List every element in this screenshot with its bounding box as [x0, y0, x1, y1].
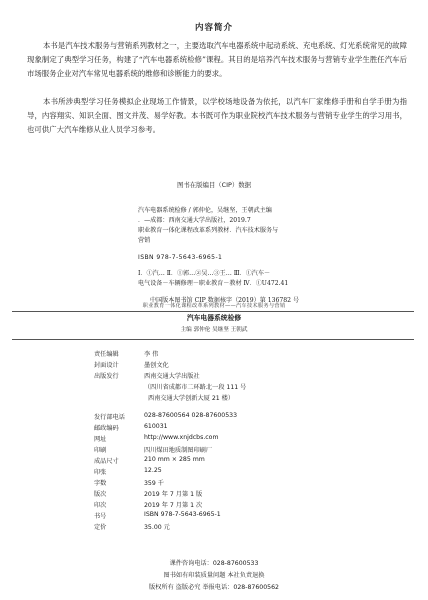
footer-line-3: 版权所有 盗版必究 举报电话：028-87600562: [149, 584, 279, 591]
info-label: 出版发行: [94, 373, 119, 380]
cip-block-2: [138, 269, 313, 289]
cip-isbn: ISBN 978-7-5643-6965-1: [138, 254, 223, 261]
publisher-name: 西南交通大学出版社: [144, 373, 200, 380]
info-value: 四川煤田地质制图印刷厂: [144, 447, 213, 454]
colophon-series: 职业教育一体化课程改革系列教材——汽车技术服务与营销: [142, 303, 286, 309]
publisher-address: 西南交通大学创新大厦 21 楼）: [148, 395, 235, 402]
info-value: 210 mm × 285 mm: [144, 456, 205, 463]
cip-line: 职业教育一体化课程改革系列教材．汽车技术服务与: [138, 227, 279, 234]
info-label: 书号: [94, 513, 107, 520]
info-label: 责任编辑: [94, 351, 119, 358]
info-value: [144, 371, 394, 402]
cip-title: 图书在版编目（CIP）数据: [176, 181, 252, 189]
info-label: 封面设计: [94, 362, 119, 369]
colophon-book-title: 汽车电器系统检修: [186, 314, 242, 322]
intro-title: 内容简介: [194, 23, 233, 33]
publisher-address: （四川省成都市二环路北一段 111 号: [144, 384, 247, 391]
info-value: 12.25: [144, 467, 162, 474]
info-value: 359 千: [144, 480, 164, 487]
cip-line: 营销: [138, 237, 151, 244]
info-label: 网址: [94, 436, 107, 443]
cip-block-1: [138, 206, 313, 246]
info-value: http://www.xnjdcbs.com: [144, 434, 219, 441]
info-label: 定价: [94, 524, 107, 531]
info-value: ISBN 978-7-5643-6965-1: [144, 511, 221, 518]
cip-line: ．—成都：西南交通大学出版社，2019.7: [138, 217, 251, 224]
info-label: 成品尺寸: [94, 458, 119, 465]
info-value: 610031: [144, 423, 168, 430]
info-value: 2019 年 7 月第 1 版: [144, 491, 203, 498]
info-label: 版次: [94, 491, 107, 498]
info-value: 028-87600564 028-87600533: [144, 412, 238, 419]
cip-data-number: 中国版本图书馆 CIP 数据核字（2019）第 136782 号: [150, 297, 300, 304]
info-value: 墨创文化: [144, 362, 169, 369]
divider: [12, 339, 414, 340]
info-value: 35.00 元: [144, 524, 170, 531]
info-label: 印次: [94, 502, 107, 509]
info-label: 字数: [94, 480, 107, 487]
info-label: 印张: [94, 469, 107, 476]
footer-line-1: 课件咨询电话：028-87600533: [169, 560, 259, 567]
info-label: 发行部电话: [94, 414, 125, 421]
info-value: 李 伟: [144, 351, 159, 358]
cip-line: 汽车电器系统检修 / 郭仲伦，吴继坚，王朝武主编: [138, 207, 272, 214]
cip-line: Ⅰ．①汽… Ⅱ．①郭…②吴…③王… Ⅲ．①汽车－: [138, 270, 271, 277]
intro-paragraph-2: 本书所涉典型学习任务模拟企业现场工作情景，以学校场地设备为依托，以汽车厂家维修手册和自学手册为指导，内容翔实、知识全面、图文并茂、易学好教。本书既可作为职业院校汽车技术服务与营销专业学生的学习用书，也可供广大汽车维修从业人员学习参考。: [27, 97, 407, 134]
info-label: 邮政编码: [94, 425, 119, 432]
footer-line-2: 图书如有印装质量问题 本社负责退换: [163, 572, 265, 579]
info-value: 2019 年 7 月第 1 次: [144, 502, 203, 509]
intro-paragraph-1: 本书是汽车技术服务与营销系列教材之一，主要选取汽车电器系统中起动系统、充电系统、灯光系统常见的故障现象制定了典型学习任务，构建了“汽车电器系统检修”课程。其目的是培养汽车技术服务与营销专业学生胜任汽车后市场服务企业对汽车常见电器系统的维修和诊断能力的要求。: [27, 41, 407, 78]
colophon-authors: 主编 郭仲伦 吴继坚 王朝武: [180, 327, 248, 333]
cip-line: 电气设备－车辆修理－职业教育－教材 Ⅳ．①U472.41: [138, 280, 289, 287]
info-label: 印刷: [94, 447, 107, 454]
